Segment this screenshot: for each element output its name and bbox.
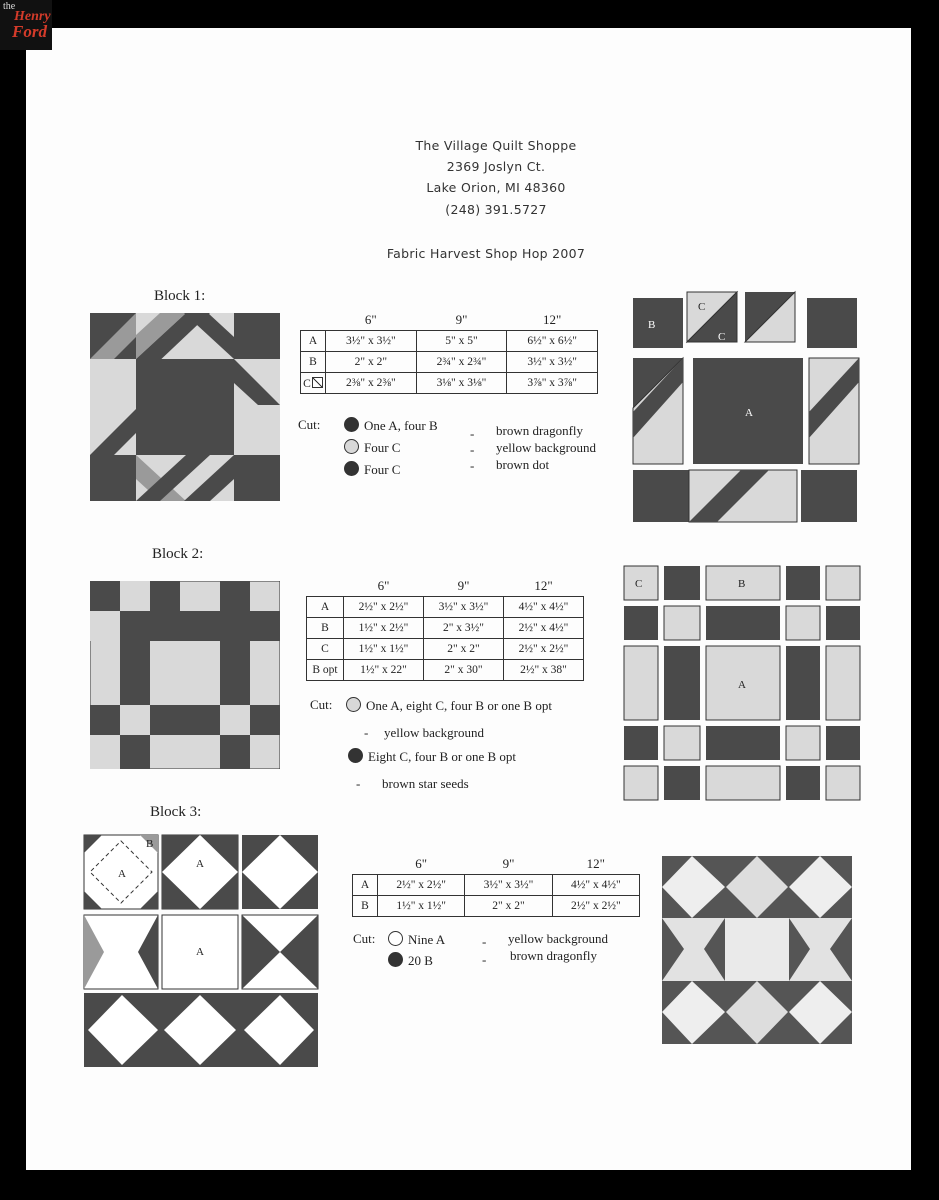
document-page: [26, 28, 911, 1170]
block1-row-b: B 2" x 2" 2¾" x 2¾" 3½" x 3½": [301, 352, 598, 373]
block3-size-6: 6": [415, 856, 428, 871]
block3-fabric-2: brown dragonfly: [510, 948, 598, 963]
block2-cut-1: One A, eight C, four B or one B opt: [346, 697, 552, 714]
block3-cut-table: [352, 854, 640, 917]
block1-label: Block 1:: [154, 288, 206, 304]
block2-cut-label: Cut:: [310, 697, 333, 712]
dark-fabric-swatch-icon: [348, 748, 363, 763]
block3-diagram-a2: A: [196, 858, 204, 870]
half-square-triangle-icon: [312, 377, 323, 388]
block1-diagram-b: B: [648, 319, 656, 331]
block1-quilt-image: [90, 313, 280, 501]
block2-size-9: 9": [457, 578, 470, 593]
dark-fabric-swatch-icon: [344, 417, 359, 432]
block1-row-a: A 3½" x 3½" 5" x 5" 6½" x 6½": [301, 331, 598, 352]
block3-quilt-image: [662, 856, 852, 1044]
block3-diagram-a3: A: [196, 946, 204, 958]
block2-row-b: B 1½" x 2½" 2" x 3½" 2½" x 4½": [307, 618, 584, 639]
block3-diagram-b: B: [146, 838, 154, 850]
block1-size-12: 12": [543, 312, 562, 327]
block2-label: Block 2:: [152, 546, 204, 562]
shop-city: Lake Orion, MI 48360: [426, 180, 566, 195]
block2-row-c: C 1½" x 1½" 2" x 2" 2½" x 2½": [307, 639, 584, 660]
block3-diagram-a1: A: [118, 868, 126, 880]
block2-row-a: A 2½" x 2½" 3½" x 3½" 4½" x 4½": [307, 597, 584, 618]
block1-fabric-1: brown dragonfly: [496, 423, 584, 438]
block3-row-a: A 2½" x 2½" 3½" x 3½" 4½" x 4½": [353, 875, 640, 896]
block3-dash-2: -: [482, 952, 487, 967]
block1-dash-2: -: [470, 442, 475, 457]
block1-row-c: C 2⅜" x 2⅜" 3⅛" x 3⅛" 3⅞" x 3⅞": [301, 373, 598, 394]
block1-cut-1: One A, four B: [344, 417, 438, 434]
shop-street: 2369 Joslyn Ct.: [446, 159, 546, 174]
block2-size-12: 12": [534, 578, 553, 593]
block3-row-b: B 1½" x 1½" 2" x 2" 2½" x 2½": [353, 896, 640, 917]
block2-row-b-opt: B opt 1½" x 22" 2" x 30" 2½" x 38": [307, 660, 584, 681]
block2-quilt-image: [90, 581, 280, 769]
background-fabric-swatch-icon: [388, 931, 403, 946]
block3-cut-2: 20 B: [388, 952, 433, 969]
block2-size-6: 6": [377, 578, 390, 593]
block3-fabric-1: yellow background: [508, 931, 609, 946]
block2-diagram-c: C: [635, 578, 643, 590]
block2-dash-2: -: [356, 776, 361, 791]
block1-cut-label: Cut:: [298, 417, 321, 432]
block3-size-9: 9": [502, 856, 515, 871]
dark-fabric-swatch-icon: [344, 461, 359, 476]
block2-cut-2: Eight C, four B or one B opt: [348, 748, 516, 765]
block1-fabric-3: brown dot: [496, 457, 550, 472]
block2-diagram-a: A: [738, 679, 746, 691]
block2-fabric-1: yellow background: [384, 725, 485, 740]
shop-phone: (248) 391.5727: [445, 202, 547, 217]
block2-diagram-b: B: [738, 578, 746, 590]
block1-cut-3: Four C: [344, 461, 400, 478]
light-fabric-swatch-icon: [344, 439, 359, 454]
block3-cut-label: Cut:: [353, 931, 376, 946]
block3-size-12: 12": [586, 856, 605, 871]
block1-diagram-a: A: [745, 407, 753, 419]
block1-fabric-2: yellow background: [496, 440, 597, 455]
block1-diagram-c1: C: [698, 301, 706, 313]
dark-fabric-swatch-icon: [388, 952, 403, 967]
block1-size-9: 9": [455, 312, 468, 327]
block1-cut-2: Four C: [344, 439, 400, 456]
block2-dash-1: -: [364, 725, 369, 740]
block2-fabric-2: brown star seeds: [382, 776, 469, 791]
block3-diagram: [82, 833, 320, 1069]
henry-ford-logo: the Henry Ford: [0, 0, 52, 50]
block1-diagram-c2: C: [718, 331, 726, 343]
block2-diagram: [620, 562, 866, 804]
block1-diagram: [621, 290, 871, 526]
block3-dash-1: -: [482, 934, 487, 949]
block3-label: Block 3:: [150, 804, 202, 820]
block1-size-6: 6": [364, 312, 377, 327]
block1-cut-table: [300, 310, 598, 394]
light-fabric-swatch-icon: [346, 697, 361, 712]
block1-dash-3: -: [470, 458, 475, 473]
shop-name: The Village Quilt Shoppe: [415, 138, 577, 153]
block3-cut-1: Nine A: [388, 931, 445, 948]
block2-cut-table: [306, 576, 584, 681]
block1-dash-1: -: [470, 426, 475, 441]
event-title: Fabric Harvest Shop Hop 2007: [386, 246, 586, 261]
